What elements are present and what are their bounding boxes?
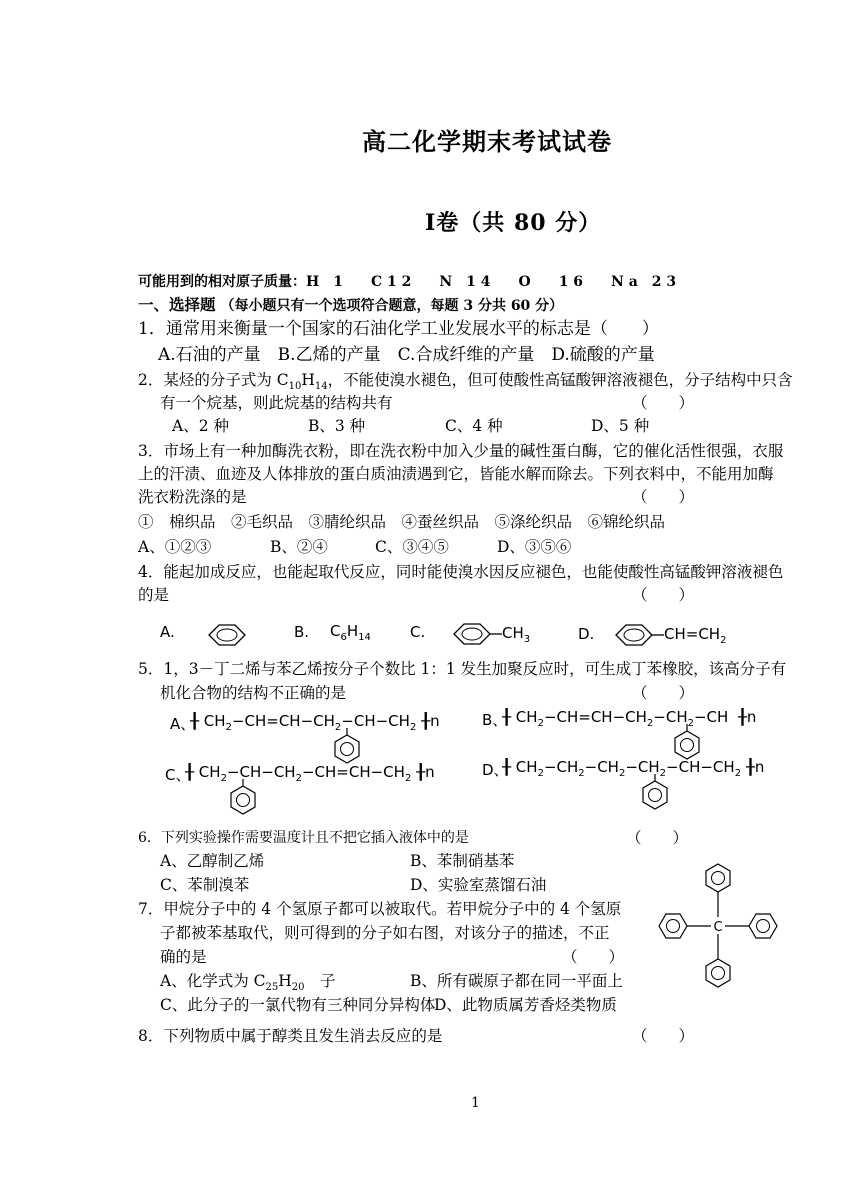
q5-line1: 5．1，3－丁二烯与苯乙烯按分子个数比 1：1 发生加聚反应时，可生成丁苯橡胶，该高分子有	[138, 660, 787, 678]
q7-option-d: D、此物质属芳香烃类物质	[434, 996, 617, 1014]
q4-line1: 4．能起加成反应，也能起取代反应，同时能使溴水因反应褪色，也能使酸性高锰酸钾溶液褪色	[138, 563, 784, 581]
q5-c-phenyl-icon	[226, 779, 260, 819]
page-number: 1	[471, 1095, 480, 1111]
q7-line2: 子都被苯基取代，则可得到的分子如右图，对该分子的描述，不正	[160, 924, 610, 942]
q5-a-n: n	[430, 712, 440, 730]
section-heading	[138, 295, 563, 316]
q7-option-a: A、化学式为 $C_{25}H_{20}$ 子	[160, 972, 336, 994]
q4-line2: 的是	[138, 586, 170, 604]
q6-option-b: B、苯制硝基苯	[410, 852, 515, 870]
tetraphenylmethane-figure	[655, 862, 785, 1002]
q5-option-d-chain: ╂ $CH_2-CH_2-CH_2-CH_2-CH-CH_2$ ╂n	[502, 758, 765, 779]
q4-paren: （ ）	[632, 586, 695, 604]
q5-d-phenyl-icon	[638, 774, 672, 814]
q5-paren: （ ）	[632, 684, 695, 702]
q6-option-a: A、乙醇制乙烯	[160, 852, 265, 870]
q2-stem-c: ，不能使溴水褪色，但可使酸性高锰酸钾溶液褪色，分子结构中只含	[327, 371, 793, 389]
q2-paren: （ ）	[632, 394, 695, 412]
q4-option-b-label: B.	[294, 623, 310, 641]
q6-option-c: C、苯制溴苯	[160, 876, 250, 894]
q5-option-c-chain: ╂ $CH_2-CH-CH_2-CH=CH-CH_2$ ╂n	[185, 763, 435, 784]
q5-line2: 机化合物的结构不正确的是	[160, 684, 347, 702]
q3-option-c: C、③④⑤	[375, 538, 449, 556]
q6-paren: （ ）	[626, 829, 689, 847]
q2-sub1: 10	[288, 381, 302, 393]
q7-line3: 确的是	[160, 948, 207, 966]
q4-option-b-formula: $C_6H_{14}$	[330, 622, 371, 643]
q7-option-b: B、所有碳原子都在同一平面上	[410, 972, 623, 990]
q2-stem-line2: 有一个烷基，则此烷基的结构共有	[160, 394, 393, 412]
q2-option-a: A、2 种	[172, 417, 229, 435]
q2-sub2: 14	[314, 381, 328, 393]
q8-paren: （ ）	[632, 1027, 695, 1045]
q6-stem: 6．下列实验操作需要温度计且不把它插入液体中的是	[138, 830, 469, 846]
q3-line1: 3．市场上有一种加酶洗衣粉，即在洗衣粉中加入少量的碱性蛋白酶，它的催化活性很强，衣服	[138, 442, 784, 460]
q4-option-a-label: A.	[160, 623, 175, 641]
q2-stem-b: H	[301, 371, 315, 389]
q5-option-d-label: D、	[482, 761, 509, 779]
q3-line3: 洗衣粉洗涤的是	[138, 488, 247, 506]
q1-options: A.石油的产量 B.乙烯的产量 C.合成纤维的产量 D.硫酸的产量	[158, 345, 655, 365]
q2-option-c: C、4 种	[445, 417, 503, 435]
page-subtitle: Ⅰ卷（共 80 分）	[425, 210, 602, 236]
q5-option-b-chain: ╂ $CH_2-CH=CH-CH_2-CH_2-CH$ ╂n	[502, 708, 757, 729]
q2-option-b: B、3 种	[308, 417, 366, 435]
q4-benzene-d-icon	[612, 623, 668, 647]
q7-paren: （ ）	[562, 948, 625, 966]
q3-line2: 上的汗渍、血迹及人体排放的蛋白质油渍遇到它，皆能水解而除去。下列衣料中，不能用加酶	[138, 465, 774, 483]
page-title: 高二化学期末考试试卷	[362, 127, 612, 156]
q4-option-d-group: $CH=CH_2$	[664, 625, 727, 646]
section-note: （每小题只有一个选项符合题意，每题 3 分共 60 分）	[220, 298, 564, 314]
q3-paren: （ ）	[632, 488, 695, 506]
q4-option-c-group: $CH_3$	[502, 624, 531, 645]
q4-benzene-a-icon	[205, 623, 249, 647]
q5-option-a-label: A、	[170, 715, 196, 733]
q5-a-phenyl-icon	[330, 728, 364, 768]
q4-option-d-label: D.	[578, 625, 595, 643]
q8-stem: 8．下列物质中属于醇类且发生消去反应的是	[138, 1027, 443, 1045]
q4-option-c-label: C.	[410, 623, 426, 641]
q5-b-n: n	[746, 708, 757, 726]
center-carbon-label: C	[713, 920, 723, 935]
atomic-mass-line: 可能用到的相对原子质量：H 1 C 1 2 N 1 4 O 1 6 N a 2 3	[138, 274, 677, 290]
q3-option-d: D、③⑤⑥	[497, 538, 572, 556]
q5-c-n: n	[425, 763, 435, 781]
q4-benzene-c-icon	[450, 622, 506, 646]
q6-option-d: D、实验室蒸馏石油	[410, 876, 547, 894]
q3-items: ① 棉织品 ②毛织品 ③腈纶织品 ④蚕丝织品 ⑤涤纶织品 ⑥锦纶织品	[138, 513, 666, 531]
section-title: 一、选择题	[138, 295, 216, 314]
q3-option-a: A、①②③	[138, 538, 212, 556]
q5-d-n: n	[754, 758, 765, 776]
q5-option-c-label: C、	[165, 766, 191, 784]
q7-line1: 7．甲烷分子中的 4 个氢原子都可以被取代。若甲烷分子中的 4 个氢原	[138, 900, 622, 918]
q2-option-d: D、5 种	[591, 417, 650, 435]
q5-option-b-label: B、	[482, 711, 508, 729]
q2-stem-a: 2．某烃的分子式为 C	[138, 371, 289, 389]
q1-stem: 1．通常用来衡量一个国家的石油化学工业发展水平的标志是（ ）	[138, 319, 659, 339]
q3-option-b: B、②④	[270, 538, 328, 556]
q7-option-c: C、此分子的一氯代物有三种同分异构体	[160, 996, 436, 1014]
q5-option-a-chain: ╂ $CH_2-CH=CH-CH_2-CH-CH_2$ ╂n	[190, 712, 440, 733]
